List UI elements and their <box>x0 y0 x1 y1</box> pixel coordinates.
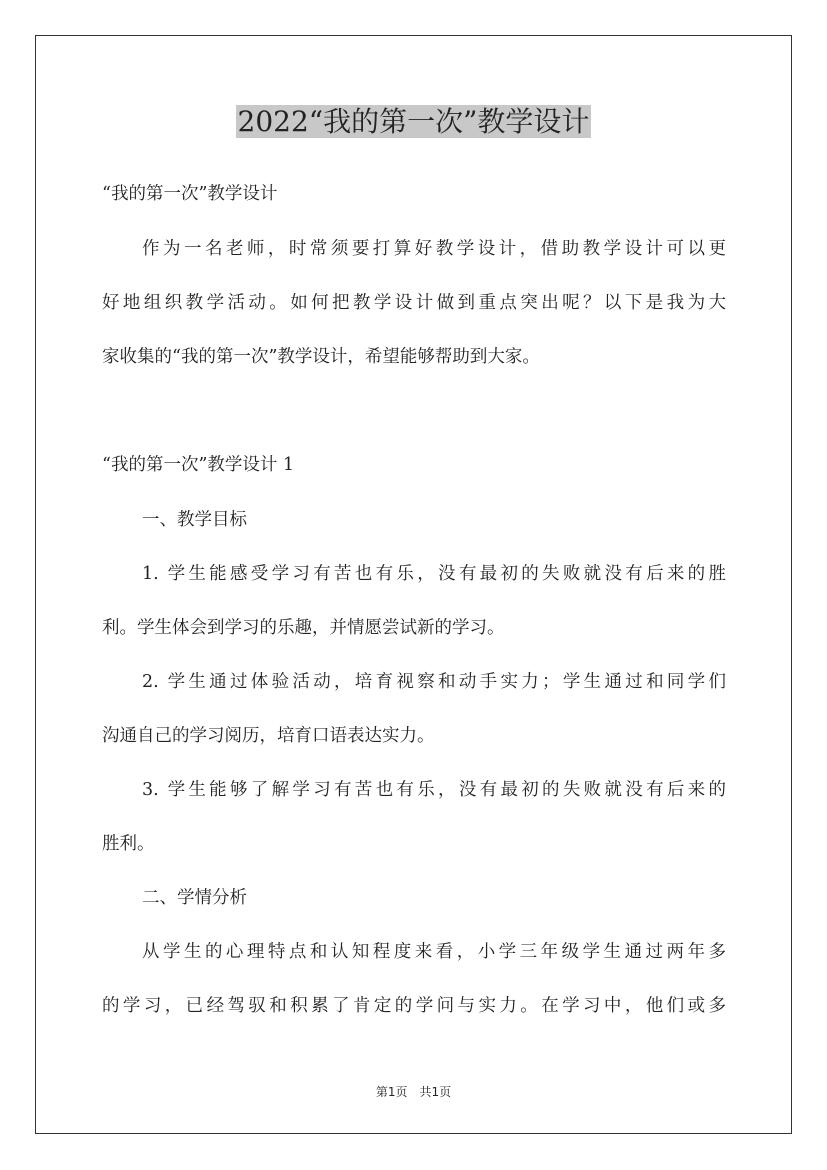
intro-line-3: 家收集的“我的第一次”教学设计，希望能够帮助到大家。 <box>102 347 540 367</box>
goal-3-line-2: 胜利。 <box>102 834 155 854</box>
page-footer: 第1页 共1页 <box>375 1085 452 1099</box>
intro-line-2: 好地组织教学活动。如何把教学设计做到重点突出呢？以下是我为大 <box>102 293 726 313</box>
analysis-line-2: 的学习，已经驾驭和积累了肯定的学问与实力。在学习中，他们或多 <box>102 996 726 1016</box>
heading-teaching-goals: 一、教学目标 <box>142 510 247 530</box>
intro-line-1: 作为一名老师，时常须要打算好教学设计，借助教学设计可以更 <box>142 239 726 259</box>
goal-3-line-1: 3. 学生能够了解学习有苦也有乐，没有最初的失败就没有后来的 <box>142 780 726 800</box>
document-subtitle: “我的第一次”教学设计 <box>102 184 278 204</box>
section-title: “我的第一次”教学设计 1 <box>102 455 295 475</box>
goal-2-line-2: 沟通自己的学习阅历，培育口语表达实力。 <box>102 726 435 746</box>
heading-learner-analysis: 二、学情分析 <box>142 888 247 908</box>
document-title: 2022“我的第一次”教学设计 <box>237 105 590 138</box>
goal-1-line-1: 1. 学生能感受学习有苦也有乐，没有最初的失败就没有后来的胜 <box>142 564 726 584</box>
analysis-line-1: 从学生的心理特点和认知程度来看，小学三年级学生通过两年多 <box>142 942 726 962</box>
goal-1-line-2: 利。学生体会到学习的乐趣，并情愿尝试新的学习。 <box>102 618 505 638</box>
goal-2-line-1: 2. 学生通过体验活动，培育视察和动手实力；学生通过和同学们 <box>142 672 726 692</box>
